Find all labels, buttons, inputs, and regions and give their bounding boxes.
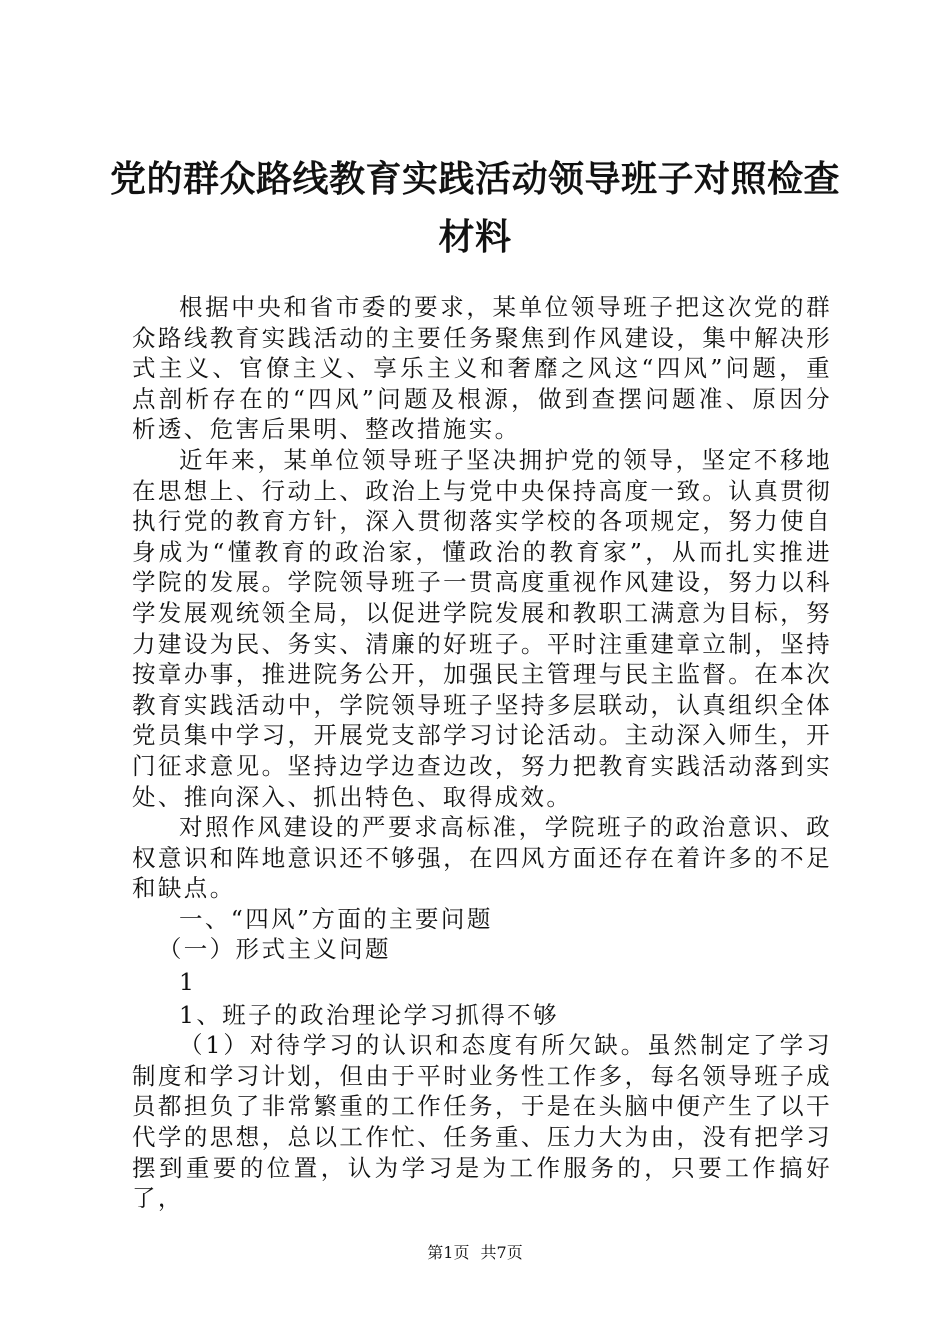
section-heading-main-problems: 一、“四风”方面的主要问题 [179, 904, 493, 933]
page-footer [0, 1243, 950, 1263]
paragraph-background: 近年来，某单位领导班子坚决拥护党的领导，坚定不移地在思想上、行动上、政治上与党中央保持高度一致。认真贯彻执行党的教育方针，深入贯彻落实学校的各项规定，努力使自身成为“懂教育的政治家，懂政治的教育家”，从而扎实推进学院的发展。学院领导班子一贯高度重视作风建设，努力以科学发展观统领全局，以促进学院发展和教职工满意为目标，努力建设为民、务实、清廉的好班子。平时注重建章立制，坚持按章办事，推进院务公开，加强民主管理与民主监督。在本次教育实践活动中，学院领导班子坚持多层联动，认真组织全体党员集中学习，开展党支部学习讨论活动。主动深入师生，开门征求意见。坚持边学边查边改，努力把教育实践活动落到实处、推向深入、抓出特色、取得成效。 [132, 445, 832, 811]
subsection-heading-formalism: （一）形式主义问题 [157, 935, 391, 964]
item-heading-theory-study: 1、班子的政治理论学习抓得不够 [179, 1000, 559, 1029]
page-number-total: 共7页 [480, 1243, 523, 1262]
document-body [132, 292, 832, 1214]
paragraph-intro: 根据中央和省市委的要求，某单位领导班子把这次党的群众路线教育实践活动的主要任务聚焦到作风建设，集中解决形式主义、官僚主义、享乐主义和奢靡之风这“四风”问题，重点剖析存在的“四风”问题及根源，做到查摆问题准、原因分析透、危害后果明、整改措施实。 [132, 293, 832, 444]
document-title: 党的群众路线教育实践活动领导班子对照检查材料 [109, 158, 840, 258]
list-marker: 1 [179, 968, 197, 997]
page-number-current: 第1页 [427, 1243, 470, 1262]
paragraph-study-attitude: （1）对待学习的认识和态度有所欠缺。虽然制定了学习制度和学习计划，但由于平时业务性工作多，每名领导班子成员都担负了非常繁重的工作任务，于是在头脑中便产生了以干代学的思想，总以工作忙、任务重、压力大为由，没有把学习摆到重要的位置，认为学习是为工作服务的，只要工作搞好了， [132, 1031, 832, 1213]
paragraph-shortcomings: 对照作风建设的严要求高标准，学院班子的政治意识、政权意识和阵地意识还不够强，在四风方面还存在着许多的不足和缺点。 [132, 813, 832, 903]
